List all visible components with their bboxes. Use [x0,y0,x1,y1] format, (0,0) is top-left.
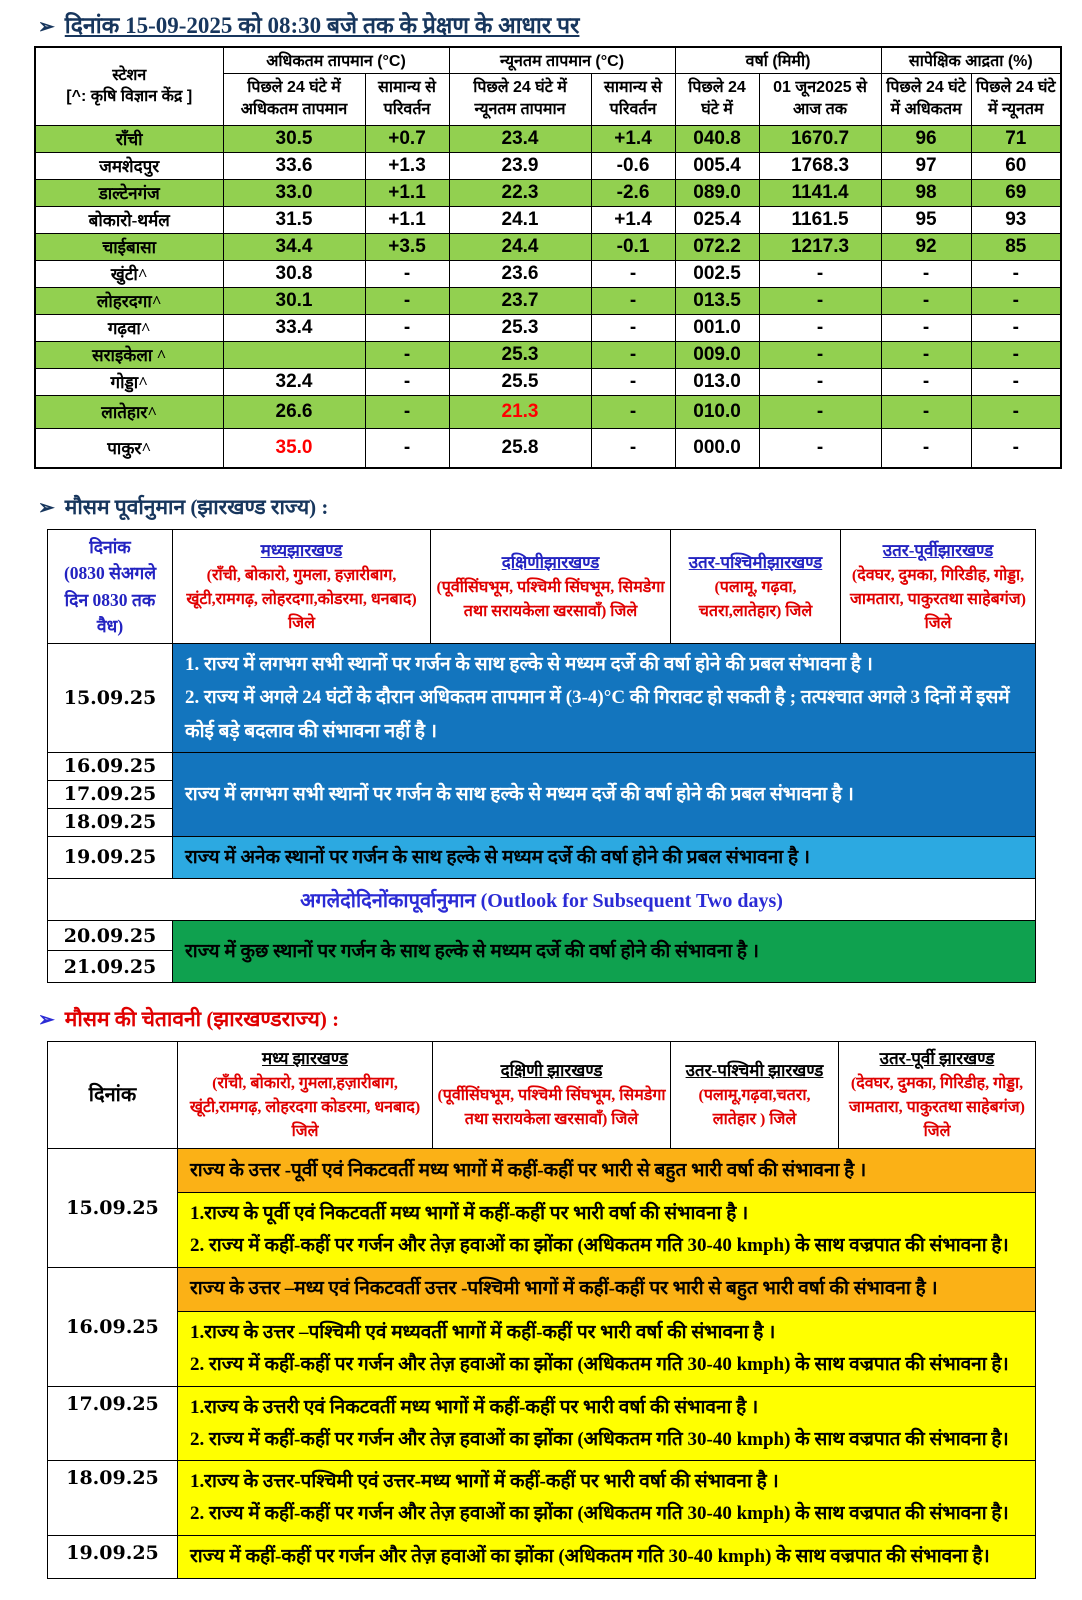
forecast-row-19 [48,836,1036,878]
station-cell: गढ़वा^ [35,314,223,341]
rh-max-cell: 98 [881,179,971,206]
rain-24h-cell: 025.4 [675,206,759,233]
station-cell: चाईबासा [35,233,223,260]
max-temp-cell: 33.0 [223,179,365,206]
zone-districts: (पूर्वीसिंघभूम, पश्चिमी सिंघभूम, सिमडेगा तथा सरायकेला खरसावाँ) जिले [437,1087,666,1128]
table-row [35,341,1061,368]
max-temp-change-cell: +1.1 [365,206,449,233]
min-temp-cell: 23.9 [449,152,591,179]
min-temp-change-cell: +1.4 [591,125,675,152]
date-cell: 19.09.25 [48,836,173,878]
forecast-row-20 [48,921,1036,951]
forecast-heading-text: मौसम पूर्वानुमान (झारखण्ड राज्य) : [64,495,329,519]
warning-line: 1.राज्य के पूर्वी एवं निकटवर्ती मध्य भागों में कहीं-कहीं पर भारी वर्षा की संभावना है । [190,1203,749,1224]
warning-line: 2. राज्य में कहीं-कहीं पर गर्जन और तेज़ हवाओं का झोंका (अधिकतम गति 30-40 kmph) के साथ वज्रपात की संभावना है। [190,1353,1009,1375]
max-temp-change-cell: +1.1 [365,179,449,206]
zone-header-madhya [178,1042,433,1149]
max-temp-24h-header: पिछले 24 घंटे में अधिकतम तापमान [223,73,365,125]
zone-header-dakshini [431,530,671,644]
warning-line: 2. राज्य में कहीं-कहीं पर गर्जन और तेज़ हवाओं का झोंका (अधिकतम गति 30-40 kmph) के साथ वज्रपात की संभावना है। [190,1503,1009,1525]
rain-cumulative-cell: 1670.7 [759,125,881,152]
date-cell: 17.09.25 [48,780,173,808]
max-temp-cell: 31.5 [223,206,365,233]
rh-max-cell: 97 [881,152,971,179]
rain-24h-cell: 005.4 [675,152,759,179]
rh-max-cell: - [881,314,971,341]
rh-min-cell: 69 [971,179,1061,206]
humidity-group-header: सापेक्षिक आद्रता (%) [881,47,1061,73]
zone-title: मध्य झारखण्ड [262,1049,348,1068]
rain-24h-cell: 013.0 [675,368,759,395]
min-temp-cell: 23.4 [449,125,591,152]
min-temp-cell: 24.1 [449,206,591,233]
rain-group-header: वर्षा (मिमी) [675,47,881,73]
rain-cumulative-cell: - [759,341,881,368]
min-temp-group-header: न्यूनतम तापमान (°C) [449,47,675,73]
station-header-note: [^: कृषि विज्ञान केंद्र ] [66,88,193,106]
rain-cumulative-cell: - [759,260,881,287]
rh-max-cell: - [881,368,971,395]
rain-cumulative-cell: - [759,428,881,468]
table-row [35,287,1061,314]
rain-24h-cell: 072.2 [675,233,759,260]
forecast-text-cell: राज्य में कुछ स्थानों पर गर्जन के साथ हल्के से मध्यम दर्जे की वर्षा होने की संभावना है । [173,921,1036,983]
rh-min-cell: - [971,428,1061,468]
min-temp-cell: 21.3 [449,395,591,428]
min-temp-cell: 25.3 [449,341,591,368]
warning-heading-text: मौसम की चेतावनी (झारखण्डराज्य) : [64,1007,340,1031]
min-temp-change-cell: - [591,260,675,287]
min-temp-change-cell: -0.1 [591,233,675,260]
station-cell: लातेहार^ [35,395,223,428]
rain-cumulative-cell: - [759,314,881,341]
outlook-row [48,879,1036,921]
date-cell: 18.09.25 [48,1461,178,1536]
zone-header-dakshini [433,1042,671,1149]
rh-min-cell: 60 [971,152,1061,179]
min-temp-cell: 24.4 [449,233,591,260]
forecast-text-cell: राज्य में लगभग सभी स्थानों पर गर्जन के साथ हल्के से मध्यम दर्जे की वर्षा होने की प्रबल संभावना है । [173,752,1036,836]
warning-yellow-cell: राज्य में कहीं-कहीं पर गर्जन और तेज़ हवाओं का झोंका (अधिकतम गति 30-40 kmph) के साथ वज्रपात की संभावना है। [178,1536,1036,1579]
rain-cumulative-cell: 1161.5 [759,206,881,233]
warning-row-16-detail [48,1311,1036,1386]
table-row [35,179,1061,206]
date-cell: 16.09.25 [48,752,173,780]
min-temp-change-cell: -0.6 [591,152,675,179]
rh-max-cell: - [881,395,971,428]
date-cell: 17.09.25 [48,1386,178,1461]
zone-title: उतर-पूर्वीझारखण्ड [882,540,994,560]
date-cell: 15.09.25 [48,644,173,753]
date-validity-note: (0830 सेअगले दिन 0830 तक वैध) [63,563,157,636]
forecast-heading [38,493,1082,521]
rh-max-header: पिछले 24 घंटे में अधिकतम [881,73,971,125]
max-temp-change-cell: - [365,341,449,368]
forecast-line: 2. राज्य में अगले 24 घंटों के दौरान अधिकतम तापमान में (3-4)°C की गिरावट हो सकती है ; तत्पश्चात अगले 3 दिनों में इसमें कोई बड़े बदलाव की संभावना नहीं है । [185,687,1010,742]
max-temp-cell: 30.1 [223,287,365,314]
rh-min-cell: - [971,287,1061,314]
table-row [35,125,1061,152]
zone-districts: (राँची, बोकारो, गुमला, हज़ारीबाग, खूंटी,रामगढ़, लोहरदगा,कोडरमा, धनबाद) जिले [186,566,417,632]
max-temp-change-cell: +3.5 [365,233,449,260]
observation-table [34,46,1062,469]
max-temp-change-cell: +1.3 [365,152,449,179]
observation-heading [38,8,1082,40]
min-temp-cell: 22.3 [449,179,591,206]
warning-yellow-cell [178,1193,1036,1268]
max-temp-cell: 35.0 [223,428,365,468]
observation-heading-text: दिनांक 15-09-2025 को 08:30 बजे तक के प्रेक्षण के आधार पर [64,13,580,38]
zone-header-uttar-paschimi [671,1042,839,1149]
min-temp-change-header: सामान्य से परिवर्तन [591,73,675,125]
arrow-bullet-icon: ➢ [38,16,55,38]
min-temp-cell: 23.6 [449,260,591,287]
max-temp-change-cell: +0.7 [365,125,449,152]
min-temp-cell: 23.7 [449,287,591,314]
min-temp-change-cell: - [591,287,675,314]
date-cell: 15.09.25 [48,1149,178,1268]
outlook-title: अगलेदोदिनोंकापूर्वानुमान (Outlook for Subsequent Two days) [48,879,1036,921]
min-temp-cell: 25.5 [449,368,591,395]
table-row [35,314,1061,341]
table-row [35,152,1061,179]
warning-line: 2. राज्य में कहीं-कहीं पर गर्जन और तेज़ हवाओं का झोंका (अधिकतम गति 30-40 kmph) के साथ वज्रपात की संभावना है। [190,1234,1009,1256]
max-temp-change-cell: - [365,260,449,287]
max-temp-cell: 33.6 [223,152,365,179]
forecast-row-16 [48,752,1036,780]
station-cell: गोड्डा^ [35,368,223,395]
zone-districts: (पूर्वीसिंघभूम, पश्चिमी सिंघभूम, सिमडेगा तथा सरायकेला खरसावाँ) जिले [436,578,665,620]
station-cell: सराइकेला ^ [35,341,223,368]
rh-min-cell: - [971,314,1061,341]
rain-24h-cell: 013.5 [675,287,759,314]
forecast-text-cell: राज्य में अनेक स्थानों पर गर्जन के साथ हल्के से मध्यम दर्जे की वर्षा होने की प्रबल संभावना है । [173,836,1036,878]
max-temp-change-cell: - [365,428,449,468]
rh-max-cell: 96 [881,125,971,152]
rain-cumulative-cell: - [759,287,881,314]
forecast-table [47,529,1036,983]
rain-24h-cell: 089.0 [675,179,759,206]
warning-row-15-detail [48,1193,1036,1268]
warning-line: 1.राज्य के उत्तरी एवं निकटवर्ती मध्य भागों में कहीं-कहीं पर भारी वर्षा की संभावना है । [190,1396,759,1418]
min-temp-24h-header: पिछले 24 घंटे में न्यूनतम तापमान [449,73,591,125]
zone-districts: (देवघर, दुमका, गिरिडीह, गोड्डा, जामतारा, पाकुरतथा साहेबगंज) जिले [850,566,1026,632]
station-cell: खुंटी^ [35,260,223,287]
date-cell: 16.09.25 [48,1267,178,1386]
max-temp-change-cell: - [365,287,449,314]
max-temp-group-header: अधिकतम तापमान (°C) [223,47,449,73]
zone-header-madhya [173,530,431,644]
date-cell: 19.09.25 [48,1536,178,1579]
zone-header-uttar-paschimi [671,530,841,644]
forecast-date-column-header [48,530,173,644]
rh-min-header: पिछले 24 घंटे में न्यूनतम [971,73,1061,125]
max-temp-cell: 34.4 [223,233,365,260]
zone-districts: (राँची, बोकारो, गुमला,हज़ारीबाग, खूंटी,रामगढ़, लोहरदगा कोडरमा, धनबाद) जिले [189,1075,421,1140]
date-cell: 21.09.25 [48,951,173,983]
max-temp-cell [223,341,365,368]
table-row [35,260,1061,287]
station-header-label: स्टेशन [112,66,147,84]
warning-row-15-heavy [48,1149,1036,1193]
date-cell: 20.09.25 [48,921,173,951]
max-temp-change-cell: - [365,368,449,395]
zone-title: उतर-पूर्वी झारखण्ड [879,1049,995,1068]
rain-24h-header: पिछले 24 घंटे में [675,73,759,125]
max-temp-cell: 26.6 [223,395,365,428]
station-cell: लोहरदगा^ [35,287,223,314]
rain-24h-cell: 001.0 [675,314,759,341]
zone-title: उतर-पश्चिमीझारखण्ड [688,552,823,572]
warning-yellow-cell [178,1311,1036,1386]
arrow-bullet-icon: ➢ [38,497,55,519]
min-temp-change-cell: - [591,368,675,395]
warning-orange-cell: राज्य के उत्तर -पूर्वी एवं निकटवर्ती मध्य भागों में कहीं-कहीं पर भारी से बहुत भारी वर्षा की संभावना है । [178,1149,1036,1193]
warning-row-17 [48,1386,1036,1461]
rain-cumulative-cell: - [759,395,881,428]
rh-max-cell: - [881,341,971,368]
min-temp-change-cell: +1.4 [591,206,675,233]
min-temp-cell: 25.8 [449,428,591,468]
warning-orange-cell: राज्य के उत्तर –मध्य एवं निकटवर्ती उत्तर -पश्चिमी भागों में कहीं-कहीं पर भारी से बहुत भारी वर्षा की संभावना है । [178,1267,1036,1311]
warning-row-18 [48,1461,1036,1536]
zone-districts: (देवघर, दुमका, गिरिडीह, गोड्डा, जामतारा, पाकुरतथा साहेबगंज) जिले [849,1075,1025,1140]
date-cell: 18.09.25 [48,808,173,836]
min-temp-change-cell: - [591,395,675,428]
rh-min-cell: 71 [971,125,1061,152]
rh-min-cell: 85 [971,233,1061,260]
forecast-line: 1. राज्य में लगभग सभी स्थानों पर गर्जन के साथ हल्के से मध्यम दर्जे की वर्षा होने की प्रबल संभावना है । [185,654,873,675]
warning-heading [38,1005,1082,1033]
station-cell: राँची [35,125,223,152]
min-temp-change-cell: - [591,428,675,468]
station-cell: जमशेदपुर [35,152,223,179]
rain-24h-cell: 010.0 [675,395,759,428]
arrow-bullet-icon: ➢ [38,1009,55,1031]
warning-row-19 [48,1536,1036,1579]
max-temp-cell: 32.4 [223,368,365,395]
warning-yellow-cell [178,1386,1036,1461]
rain-cumulative-cell: 1217.3 [759,233,881,260]
table-row [35,368,1061,395]
rh-max-cell: 95 [881,206,971,233]
rain-cumulative-cell: 1768.3 [759,152,881,179]
warning-line: 1.राज्य के उत्तर-पश्चिमी एवं उत्तर-मध्य भागों में कहीं-कहीं पर भारी वर्षा की संभावना है । [190,1471,779,1493]
warning-yellow-cell [178,1461,1036,1536]
table-row [35,428,1061,468]
min-temp-change-cell: -2.6 [591,179,675,206]
warning-row-16-heavy [48,1267,1036,1311]
zone-header-uttar-purvi [839,1042,1036,1149]
date-header-label: दिनांक [89,537,131,557]
rain-24h-cell: 040.8 [675,125,759,152]
zone-title: दक्षिणीझारखण्ड [501,552,600,572]
forecast-row-15 [48,644,1036,753]
rh-max-cell: 92 [881,233,971,260]
rh-min-cell: 93 [971,206,1061,233]
zone-title: मध्यझारखण्ड [260,540,343,560]
zone-title: उतर-पश्चिमी झारखण्ड [685,1061,824,1080]
max-temp-change-cell: - [365,395,449,428]
station-cell: पाकुर^ [35,428,223,468]
zone-districts: (पलामू, गढ़वा, चतरा,लातेहार) जिले [698,578,813,620]
rain-cumulative-cell: 1141.4 [759,179,881,206]
zone-districts: (पलामू,गढ़वा,चतरा, लातेहार ) जिले [698,1087,811,1128]
warning-date-column-header: दिनांक [48,1042,178,1149]
warning-line: 2. राज्य में कहीं-कहीं पर गर्जन और तेज़ हवाओं का झोंका (अधिकतम गति 30-40 kmph) के साथ वज्रपात की संभावना है। [190,1428,1009,1450]
station-cell: डाल्टेनगंज [35,179,223,206]
rain-cumulative-header: 01 जून2025 से आज तक [759,73,881,125]
max-temp-change-header: सामान्य से परिवर्तन [365,73,449,125]
max-temp-change-cell: - [365,314,449,341]
rain-24h-cell: 002.5 [675,260,759,287]
rh-min-cell: - [971,341,1061,368]
warning-line: 1.राज्य के उत्तर –पश्चिमी एवं मध्यवर्ती भागों में कहीं-कहीं पर भारी वर्षा की संभावना है । [190,1321,776,1343]
rh-min-cell: - [971,260,1061,287]
rh-min-cell: - [971,368,1061,395]
station-cell: बोकारो-थर्मल [35,206,223,233]
warning-table [47,1041,1036,1579]
rain-24h-cell: 000.0 [675,428,759,468]
rh-max-cell: - [881,428,971,468]
rain-24h-cell: 009.0 [675,341,759,368]
table-row [35,233,1061,260]
rh-max-cell: - [881,260,971,287]
max-temp-cell: 30.8 [223,260,365,287]
max-temp-cell: 30.5 [223,125,365,152]
min-temp-change-cell: - [591,314,675,341]
table-row [35,206,1061,233]
table-row [35,395,1061,428]
rh-max-cell: - [881,287,971,314]
zone-title: दक्षिणी झारखण्ड [500,1061,603,1080]
rain-cumulative-cell: - [759,368,881,395]
forecast-text-cell [173,644,1036,753]
zone-header-uttar-purvi [841,530,1036,644]
min-temp-change-cell: - [591,341,675,368]
min-temp-cell: 25.3 [449,314,591,341]
rh-min-cell: - [971,395,1061,428]
max-temp-cell: 33.4 [223,314,365,341]
station-column-header [35,47,223,125]
